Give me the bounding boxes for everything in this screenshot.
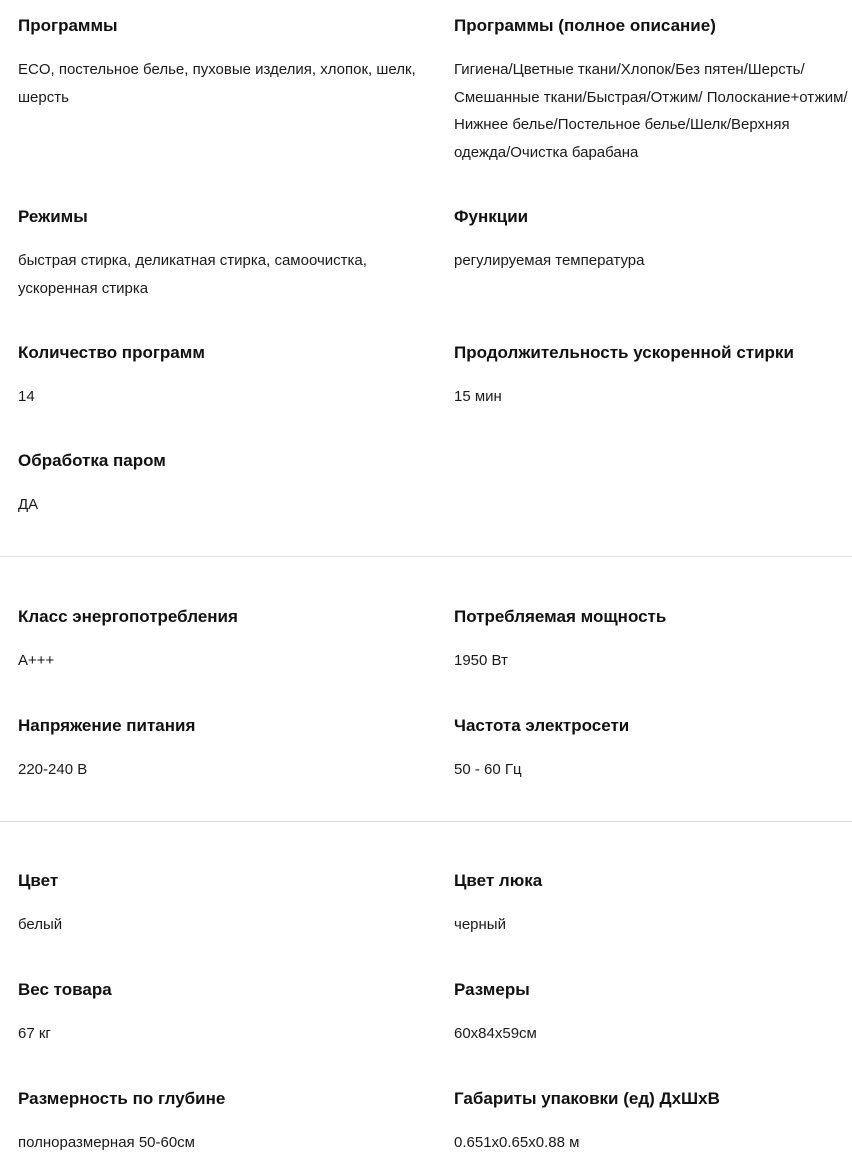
spec-weight (18, 980, 418, 1048)
spec-value: черный (454, 916, 506, 933)
spec-title: Вес товара (18, 980, 112, 999)
spec-title: Цвет люка (454, 871, 543, 890)
spec-title: Функции (454, 207, 529, 226)
spec-modes (18, 207, 418, 302)
spec-title: Программы (18, 16, 118, 35)
spec-programs-full (454, 16, 849, 166)
spec-title: Обработка паром (18, 451, 166, 470)
spec-title: Программы (полное описание) (454, 16, 716, 35)
spec-functions (454, 207, 849, 275)
spec-value: 14 (18, 388, 35, 405)
spec-value: ДА (18, 496, 39, 513)
spec-title: Размеры (454, 980, 530, 999)
spec-dimensions (454, 980, 849, 1048)
spec-title: Размерность по глубине (18, 1089, 226, 1108)
spec-title: Количество программ (18, 343, 205, 362)
spec-value: белый (18, 916, 63, 933)
spec-power (454, 607, 849, 675)
spec-value: 220-240 В (18, 761, 88, 778)
spec-package-dimensions (454, 1089, 849, 1157)
spec-value: 60x84x59см (454, 1025, 537, 1042)
spec-value: ECO, постельное белье, пуховые изделия, хлопок, шелк, шерсть (18, 61, 416, 106)
spec-title: Режимы (18, 207, 88, 226)
spec-program-count (18, 343, 418, 411)
spec-color (18, 871, 418, 939)
spec-voltage (18, 716, 418, 784)
spec-depth-class (18, 1089, 418, 1157)
spec-door-color (454, 871, 849, 939)
spec-value: 50 - 60 Гц (454, 761, 522, 778)
spec-value: 1950 Вт (454, 652, 508, 669)
spec-value: регулируемая температура (454, 252, 645, 269)
spec-value: 67 кг (18, 1025, 51, 1042)
spec-frequency (454, 716, 849, 784)
spec-title: Частота электросети (454, 716, 630, 735)
section-divider (0, 821, 852, 822)
spec-value: быстрая стирка, деликатная стирка, самоочистка, ускоренная стирка (18, 252, 367, 297)
spec-value: Гигиена/Цветные ткани/Хлопок/Без пятен/Шерсть/ Смешанные ткани/Быстрая/Отжим/ Полоскание+отжим/Нижнее белье/Постельное белье/Шелк/Верхняя одежда/Очистка барабана (454, 61, 848, 161)
spec-title: Продолжительность ускоренной стирки (454, 343, 794, 362)
spec-value: 0.651x0.65x0.88 м (454, 1134, 580, 1151)
spec-title: Потребляемая мощность (454, 607, 667, 626)
spec-quick-wash-duration (454, 343, 849, 411)
spec-title: Класс энергопотребления (18, 607, 238, 626)
spec-steam (18, 451, 418, 519)
spec-energy-class (18, 607, 418, 675)
spec-programs (18, 16, 418, 111)
spec-title: Габариты упаковки (ед) ДхШхВ (454, 1089, 720, 1108)
spec-value: полноразмерная 50-60см (18, 1134, 195, 1151)
spec-value: A+++ (18, 652, 55, 669)
section-divider (0, 556, 852, 557)
spec-title: Напряжение питания (18, 716, 196, 735)
spec-title: Цвет (18, 871, 59, 890)
spec-value: 15 мин (454, 388, 502, 405)
